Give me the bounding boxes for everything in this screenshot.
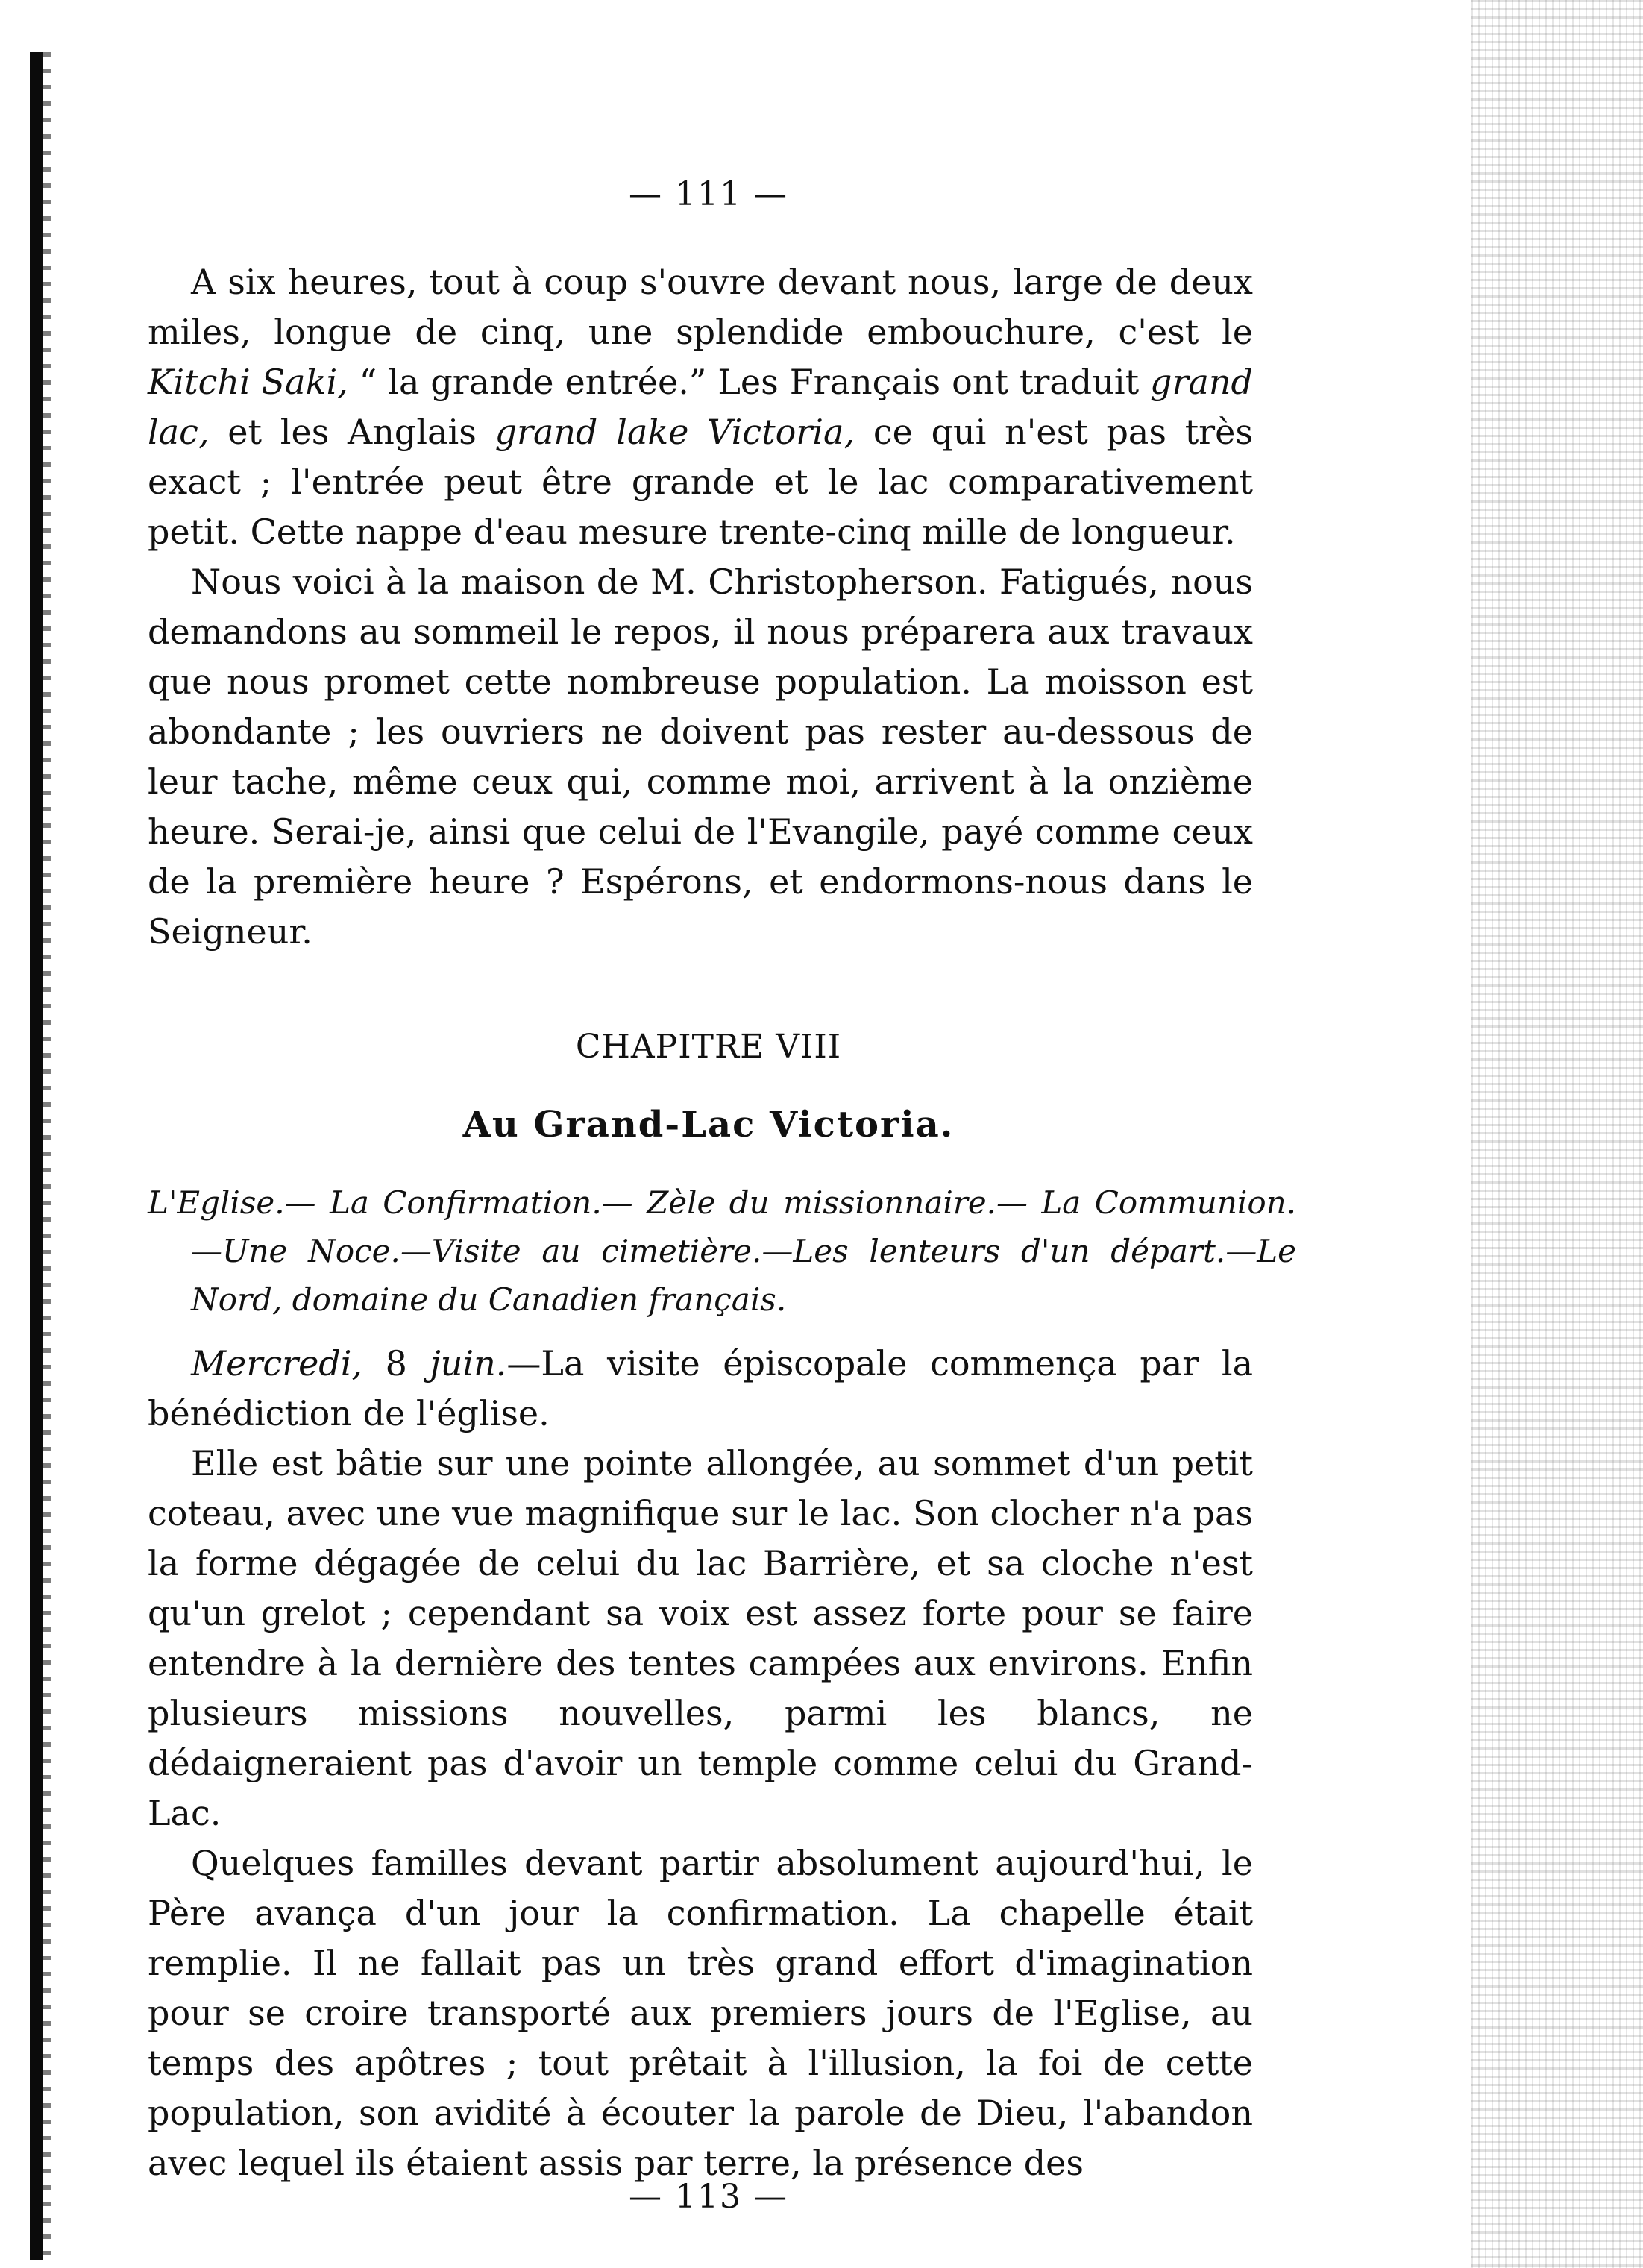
- text-run: Quelques familles devant partir absolument aujourd'hui, le Père avança d'un jour la confirmation. La chapelle était remplie. Il ne fallait pas un très grand effort d'imagination pour se croire transporté aux premiers jours de l'Eglise, au temps des apôtres ; tout prêtait à l'illusion, la foi de cette population, son avidité à écouter la parole de Dieu, l'abandon avec lequel ils étaient assis par terre, la présence des: [148, 1843, 1253, 2183]
- paragraph: [148, 1439, 1253, 1838]
- paragraph: [148, 1339, 1253, 1439]
- text-run: et les Anglais: [209, 412, 495, 452]
- chapter-title: CHAPITRE VIII: [575, 1028, 842, 1066]
- text-run: ce qui n'est pas très exact ; l'entrée peut être grande et le lac comparativement petit. Cette nappe d'eau mesure trente-cinq mille de longueur.: [148, 412, 1253, 552]
- italic-text-run: juin.: [430, 1343, 507, 1383]
- paragraph: [148, 557, 1253, 957]
- italic-text-run: grand lake Victoria,: [494, 412, 855, 452]
- text-run: A six heures, tout à coup s'ouvre devant nous, large de deux miles, longue de cinq, une splendide embouchure, c'est le: [148, 262, 1253, 352]
- binding-speckle: [43, 52, 51, 2260]
- scan-noise-margin: [1471, 0, 1643, 2268]
- text-run: 8: [362, 1343, 430, 1383]
- page-number-bottom: — 113 —: [629, 2178, 788, 2216]
- body-text-after-chapter: [148, 1339, 1253, 2188]
- italic-text-run: Mercredi,: [191, 1343, 363, 1383]
- italic-text-run: grand lac,: [148, 362, 1253, 452]
- text-run: Elle est bâtie sur une pointe allongée, au sommet d'un petit coteau, avec une vue magnifique sur le lac. Son clocher n'a pas la forme dégagée de celui du lac Barrière, et sa cloche n'est qu'un grelot ; cependant sa voix est assez forte pour se faire entendre à la dernière des tentes campées aux environs. Enfin plusieurs missions nouvelles, parmi les blancs, ne dédaigneraient pas d'avoir un temple comme celui du Grand-Lac.: [148, 1443, 1253, 1833]
- chapter-subtitle: Au Grand-Lac Victoria.: [462, 1104, 955, 1146]
- chapter-summary: L'Eglise.— La Confirmation.— Zèle du missionnaire.— La Communion.—Une Noce.—Visite au cimetière.—Les lenteurs d'un départ.—Le Nord, domaine du Canadien français.: [148, 1184, 1296, 1318]
- text-run: —La visite épiscopale commença par la bénédiction de l'église.: [148, 1343, 1253, 1433]
- book-binding-edge: [30, 52, 43, 2260]
- paragraph: [148, 257, 1253, 557]
- paragraph: [148, 1838, 1253, 2188]
- page-number-top: — 111 —: [629, 175, 788, 213]
- text-run: Nous voici à la maison de M. Christopherson. Fatigués, nous demandons au sommeil le repos, il nous préparera aux travaux que nous promet cette nombreuse population. La moisson est abondante ; les ouvriers ne doivent pas rester au-dessous de leur tache, même ceux qui, comme moi, arrivent à la onzième heure. Serai-je, ainsi que celui de l'Evangile, payé comme ceux de la première heure ? Espérons, et endormons-nous dans le Seigneur.: [148, 562, 1253, 952]
- body-text-before-chapter: [148, 257, 1253, 957]
- text-run: “ la grande entrée.” Les Français ont traduit: [348, 362, 1151, 402]
- italic-text-run: Kitchi Saki,: [148, 362, 348, 402]
